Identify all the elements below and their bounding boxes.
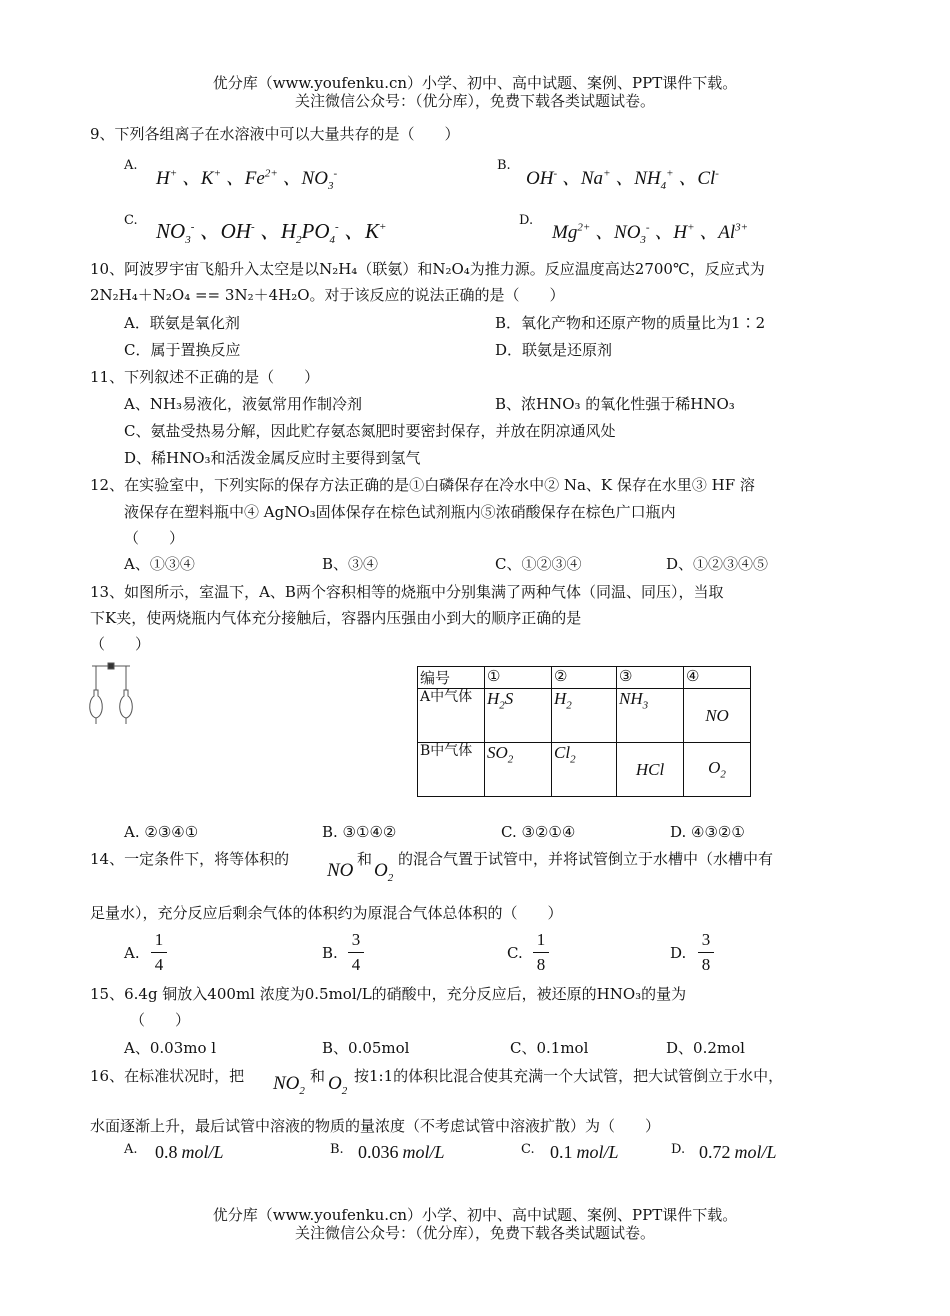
q16-value-b-unit: mol/L bbox=[402, 1142, 445, 1162]
q10-option-c: C．属于置换反应 bbox=[124, 341, 241, 359]
q16-part-2: 和 bbox=[310, 1067, 326, 1085]
q13-option-c: C. ③②①④ bbox=[501, 823, 576, 841]
q14-formula-o2: $O_2$ bbox=[374, 860, 394, 884]
q16-line-2: 水面逐渐上升，最后试管中溶液的物质的量浓度（不考虑试管中溶液扩散）为（ ） bbox=[90, 1117, 661, 1135]
q9-formula-d: $Mg^{2+}$ 、$NO_3^-$ 、H+ 、$Al^{3+}$ bbox=[552, 221, 749, 246]
q14-fraction-c bbox=[533, 930, 549, 975]
q16-value-c-num: 0.1 bbox=[550, 1142, 573, 1162]
footer-line-2: 关注微信公众号：（优分库），免费下载各类试题试卷。 bbox=[294, 1224, 655, 1242]
q15-line-1: 15、6.4g 铜放入400ml 浓度为0.5mol/L的硝酸中，充分反应后，被还原的HNO₃的量为 bbox=[90, 985, 687, 1003]
q9-formula-a: H+ 、K+ 、$Fe^{2+}$ 、$NO_3^-$ bbox=[156, 167, 338, 192]
q11-option-c: C、氨盐受热易分解，因此贮存氨态氮肥时要密封保存，并放在阴凉通风处 bbox=[124, 422, 616, 440]
q16-label-b: B. bbox=[330, 1142, 344, 1157]
q10-line-2: 2N₂H₄＋N₂O₄ == 3N₂＋4H₂O。对于该反应的说法正确的是（ ） bbox=[90, 286, 565, 304]
q10-option-b: B．氧化产物和还原产物的质量比为1∶2 bbox=[495, 314, 766, 332]
q11-stem: 11、下列叙述不正确的是（ ） bbox=[90, 368, 320, 386]
q14-line-2: 足量水），充分反应后剩余气体的体积约为原混合气体总体积的（ ） bbox=[90, 904, 563, 922]
q12-line-3: （ ） bbox=[124, 529, 185, 547]
q14-label-b: B. bbox=[322, 944, 338, 962]
q11-option-a: A、NH₃易液化，液氨常用作制冷剂 bbox=[124, 395, 363, 413]
q12-option-a: A、①③④ bbox=[124, 555, 195, 573]
q9-label-b: B. bbox=[497, 158, 511, 173]
q13-row-a-label: A中气体 bbox=[418, 689, 485, 743]
q16-value-c-unit: mol/L bbox=[576, 1142, 619, 1162]
q16-value-d-num: 0.72 bbox=[699, 1142, 731, 1162]
q9-label-a: A. bbox=[124, 158, 138, 173]
q14-formula-no: NO bbox=[327, 860, 354, 881]
q9-formula-b: OH- 、Na+ 、$NH_4^+$ 、Cl- bbox=[526, 167, 719, 192]
q13-row-b-gas-2: $Cl_2$ bbox=[552, 743, 617, 797]
q14-fraction-a bbox=[151, 930, 167, 975]
q9-label-c: C. bbox=[124, 213, 138, 228]
q15-option-a: A、0.03mo l bbox=[124, 1039, 217, 1057]
q15-option-d: D、0.2mol bbox=[666, 1039, 745, 1057]
q16-value-d bbox=[699, 1142, 777, 1163]
q13-row-b-gas-4: $O_2$ bbox=[684, 743, 751, 797]
q12-option-d: D、①②③④⑤ bbox=[666, 555, 769, 573]
q14-label-a: A. bbox=[124, 944, 140, 962]
q13-table-header-2: ② bbox=[552, 667, 617, 689]
q16-value-b-num: 0.036 bbox=[358, 1142, 399, 1162]
q13-option-b: B. ③①④② bbox=[322, 823, 397, 841]
q14-fraction-a-den: 4 bbox=[154, 955, 164, 974]
q16-formula-o2: $O_2$ bbox=[328, 1073, 348, 1097]
q16-label-d: D. bbox=[671, 1142, 686, 1157]
q12-option-c: C、①②③④ bbox=[495, 555, 582, 573]
q13-row-a-gas-4: NO bbox=[684, 689, 751, 743]
q13-option-d: D. ④③②① bbox=[670, 823, 745, 841]
q11-option-d: D、稀HNO₃和活泼金属反应时主要得到氢气 bbox=[124, 449, 421, 467]
q9-stem: 9、下列各组离子在水溶液中可以大量共存的是（ ） bbox=[90, 125, 460, 143]
q16-part-1: 16、在标准状况时，把 bbox=[90, 1067, 245, 1085]
q14-part-2: 和 bbox=[357, 850, 373, 868]
q12-line-2: 液保存在塑料瓶中④ AgNO₃固体保存在棕色试剂瓶内⑤浓硝酸保存在棕色广口瓶内 bbox=[124, 503, 676, 521]
q13-row-a-gas-1: $H_2S$ bbox=[485, 689, 552, 743]
q14-fraction-b bbox=[348, 930, 364, 975]
q13-row-b-gas-3: HCl bbox=[617, 743, 684, 797]
q9-formula-c: $NO_3^-$ 、OH- 、$H_2PO_4^-$ 、K+ bbox=[156, 219, 387, 247]
q10-option-a: A．联氨是氧化剂 bbox=[124, 314, 240, 332]
q15-line-2: （ ） bbox=[130, 1011, 191, 1029]
q16-part-3: 按1:1的体积比混合使其充满一个大试管，把大试管倒立于水中， bbox=[354, 1067, 784, 1085]
q13-row-a-gas-3: $NH_3$ bbox=[617, 689, 684, 743]
q16-formula-no2: $NO_2$ bbox=[273, 1073, 305, 1097]
q13-table-header-3: ③ bbox=[617, 667, 684, 689]
q15-option-b: B、0.05mol bbox=[322, 1039, 410, 1057]
q13-line-2: 下K夹，使两烧瓶内气体充分接触后，容器内压强由小到大的顺序正确的是 bbox=[90, 609, 582, 627]
q14-fraction-d bbox=[698, 930, 714, 975]
q13-table-header-4: ④ bbox=[684, 667, 751, 689]
q14-fraction-c-den: 8 bbox=[536, 955, 546, 974]
q10-option-d: D．联氨是还原剂 bbox=[495, 341, 613, 359]
header-line-2: 关注微信公众号：（优分库），免费下载各类试题试卷。 bbox=[294, 92, 655, 110]
q11-option-b: B、浓HNO₃ 的氧化性强于稀HNO₃ bbox=[495, 395, 735, 413]
q14-part-3: 的混合气置于试管中，并将试管倒立于水槽中（水槽中有 bbox=[398, 850, 774, 868]
q12-option-b: B、③④ bbox=[322, 555, 379, 573]
q16-value-a-unit: mol/L bbox=[181, 1142, 224, 1162]
q15-option-c: C、0.1mol bbox=[510, 1039, 589, 1057]
q14-fraction-a-num: 1 bbox=[154, 930, 164, 949]
q13-line-3: （ ） bbox=[90, 635, 151, 653]
q16-value-a-num: 0.8 bbox=[155, 1142, 178, 1162]
q13-row-b-gas-1: $SO_2$ bbox=[485, 743, 552, 797]
q14-part-1: 14、一定条件下，将等体积的 bbox=[90, 850, 290, 868]
flask-apparatus-diagram bbox=[86, 660, 146, 726]
q13-row-a-gas-2: $H_2$ bbox=[552, 689, 617, 743]
q10-line-1: 10、阿波罗宇宙飞船升入太空是以N₂H₄（联氨）和N₂O₄为推力源。反应温度高达2700℃，反应式为 bbox=[90, 260, 765, 278]
q13-line-1: 13、如图所示，室温下，A、B两个容积相等的烧瓶中分别集满了两种气体（同温、同压），当取 bbox=[90, 583, 724, 601]
q16-label-c: C. bbox=[521, 1142, 535, 1157]
q12-line-1: 12、在实验室中，下列实际的保存方法正确的是①白磷保存在冷水中② Na、K 保存在水里③ HF 溶 bbox=[90, 476, 755, 494]
q14-fraction-d-num: 3 bbox=[701, 930, 711, 949]
q16-value-c bbox=[550, 1142, 619, 1163]
q13-row-b-label: B中气体 bbox=[418, 743, 485, 797]
q16-value-d-unit: mol/L bbox=[734, 1142, 777, 1162]
q13-gas-table bbox=[417, 666, 751, 797]
q13-table-header-id: 编号 bbox=[418, 667, 485, 689]
q13-option-a: A. ②③④① bbox=[124, 823, 199, 841]
q14-fraction-d-den: 8 bbox=[701, 955, 711, 974]
q14-fraction-c-num: 1 bbox=[536, 930, 546, 949]
q13-table-header-1: ① bbox=[485, 667, 552, 689]
q14-fraction-b-num: 3 bbox=[351, 930, 361, 949]
q14-label-d: D. bbox=[670, 944, 687, 962]
q9-label-d: D. bbox=[519, 213, 534, 228]
q16-value-b bbox=[358, 1142, 445, 1163]
q16-label-a: A. bbox=[124, 1142, 138, 1157]
q14-label-c: C. bbox=[507, 944, 523, 962]
footer-line-1: 优分库（www.youfenku.cn）小学、初中、高中试题、案例、PPT课件下载。 bbox=[212, 1206, 738, 1224]
q14-fraction-b-den: 4 bbox=[351, 955, 361, 974]
header-line-1: 优分库（www.youfenku.cn）小学、初中、高中试题、案例、PPT课件下载。 bbox=[212, 74, 738, 92]
q16-value-a bbox=[155, 1142, 224, 1163]
